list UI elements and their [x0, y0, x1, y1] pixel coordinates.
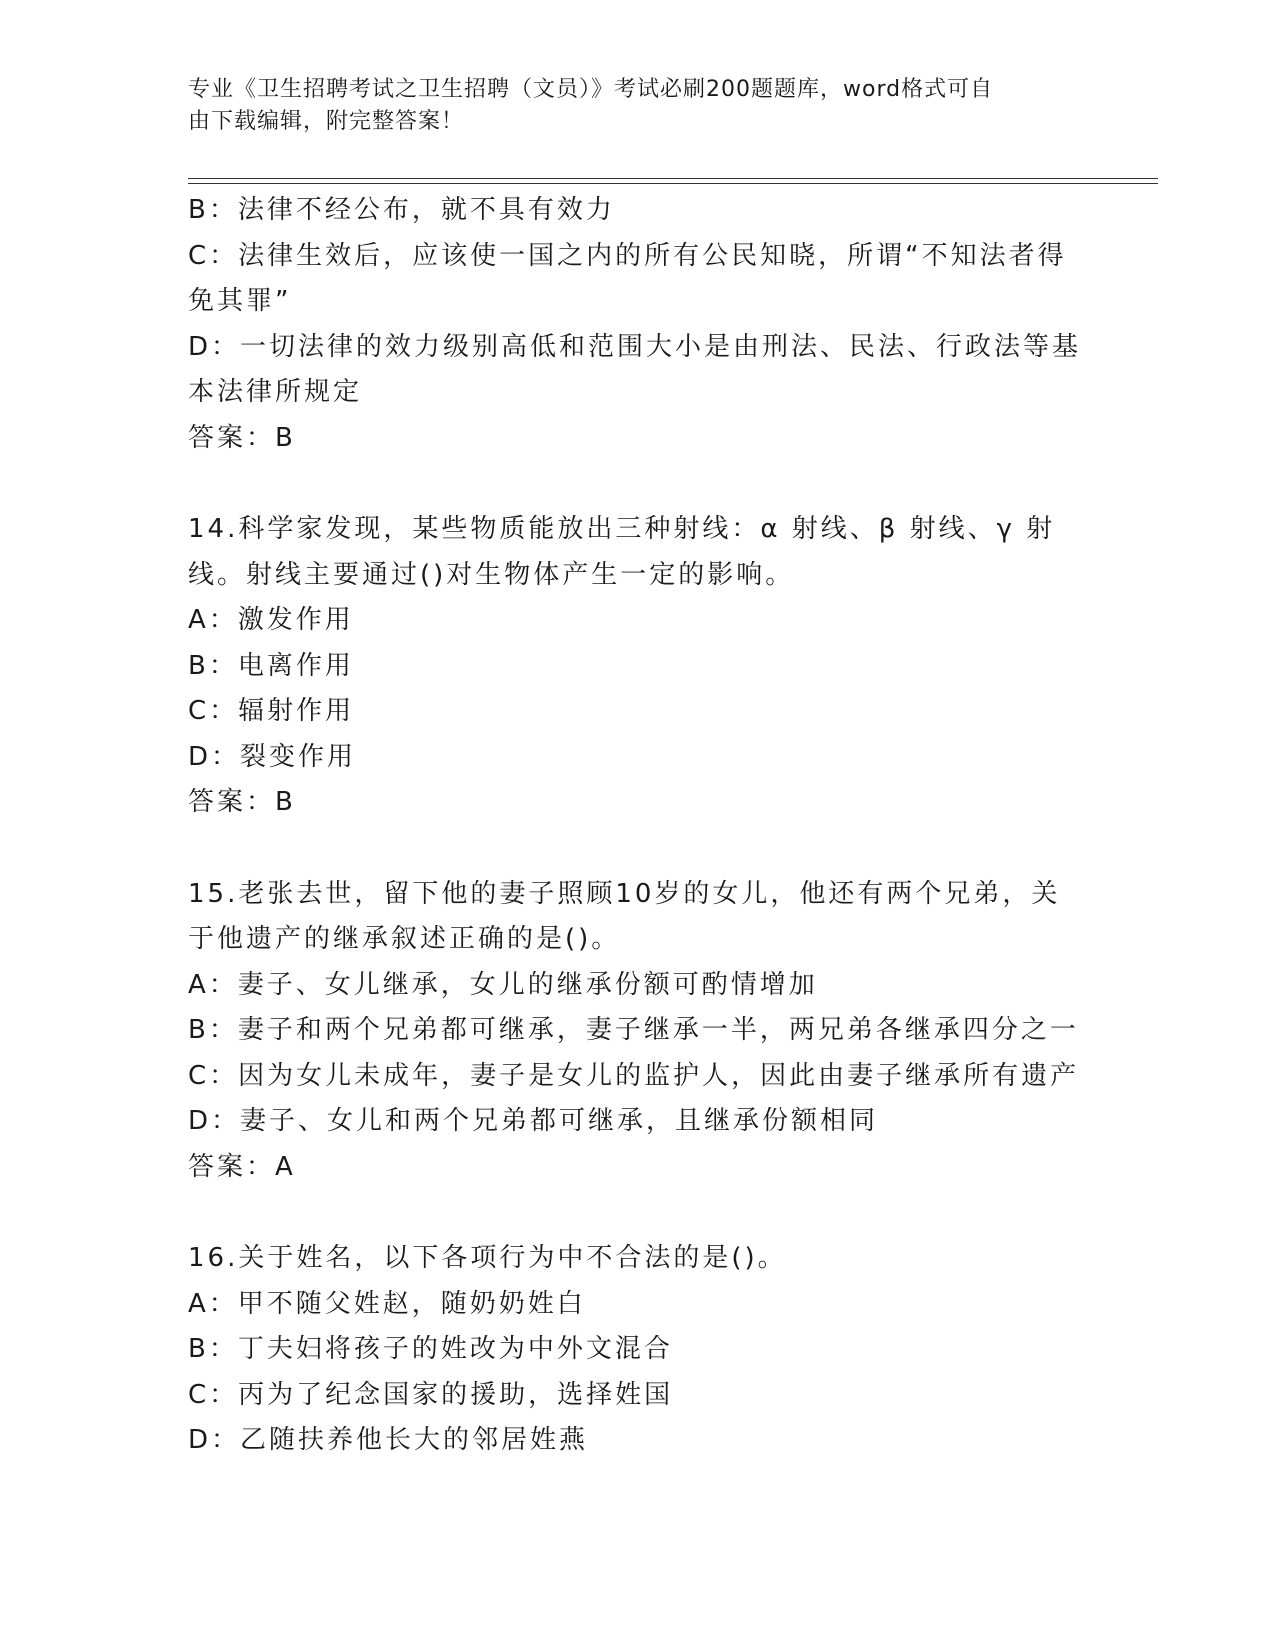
spacer: [188, 461, 1068, 507]
option-a: A：激发作用: [188, 605, 354, 635]
option-d: D：妻子、女儿和两个兄弟都可继承，且继承份额相同: [188, 1106, 879, 1136]
option-a: A：妻子、女儿继承，女儿的继承份额可酌情增加: [188, 969, 818, 1000]
question-stem-line-1: 14.科学家发现，某些物质能放出三种射线：α 射线、β 射线、γ 射: [188, 514, 1056, 544]
option-d: D：乙随扶养他长大的邻居姓燕: [188, 1425, 589, 1455]
option-c: C：因为女儿未成年，妻子是女儿的监护人，因此由妻子继承所有遗产: [188, 1060, 1080, 1091]
option-c-line-1: C：法律生效后，应该使一国之内的所有公民知晓，所谓“不知法者得: [188, 240, 1067, 271]
question-stem-line-2: 线。射线主要通过()对生物体产生一定的影响。: [188, 559, 795, 590]
answer: 答案：A: [188, 1151, 296, 1182]
header-divider-bottom: [188, 183, 1158, 184]
header-line-2: 由下载编辑，附完整答案！: [188, 109, 465, 134]
question-13-continued: [188, 188, 1082, 461]
document-header: [188, 74, 1068, 138]
option-b: B：法律不经公布，就不具有效力: [188, 195, 615, 225]
answer: 答案：B: [188, 422, 296, 453]
question-14: [188, 507, 1068, 826]
option-b: B：丁夫妇将孩子的姓改为中外文混合: [188, 1334, 673, 1364]
option-c: C：辐射作用: [188, 696, 355, 726]
header-line-1: 专业《卫生招聘考试之卫生招聘（文员）》考试必刷200题题库，word格式可自: [188, 77, 994, 102]
option-c-line-2: 免其罪”: [188, 286, 292, 316]
question-stem-line-1: 16.关于姓名，以下各项行为中不合法的是()。: [188, 1243, 787, 1273]
question-list: [188, 188, 1082, 1464]
header-divider-top: [188, 178, 1158, 179]
question-15: [188, 872, 1080, 1191]
option-d-line-2: 本法律所规定: [188, 377, 363, 407]
question-stem-line-1: 15.老张去世，留下他的妻子照顾10岁的女儿，他还有两个兄弟，关: [188, 878, 1061, 909]
spacer: [188, 1190, 1068, 1236]
option-c: C：丙为了纪念国家的援助，选择姓国: [188, 1379, 674, 1410]
option-b: B：妻子和两个兄弟都可继承，妻子继承一半，两兄弟各继承四分之一: [188, 1015, 1079, 1045]
answer: 答案：B: [188, 787, 296, 817]
option-d: D：裂变作用: [188, 741, 357, 772]
question-16: [188, 1236, 1068, 1464]
option-b: B：电离作用: [188, 650, 354, 681]
spacer: [188, 826, 1068, 872]
option-a: A：甲不随父姓赵，随奶奶姓白: [188, 1288, 586, 1319]
option-d-line-1: D：一切法律的效力级别高低和范围大小是由刑法、民法、行政法等基: [188, 331, 1082, 362]
question-stem-line-2: 于他遗产的继承叙述正确的是()。: [188, 924, 621, 954]
